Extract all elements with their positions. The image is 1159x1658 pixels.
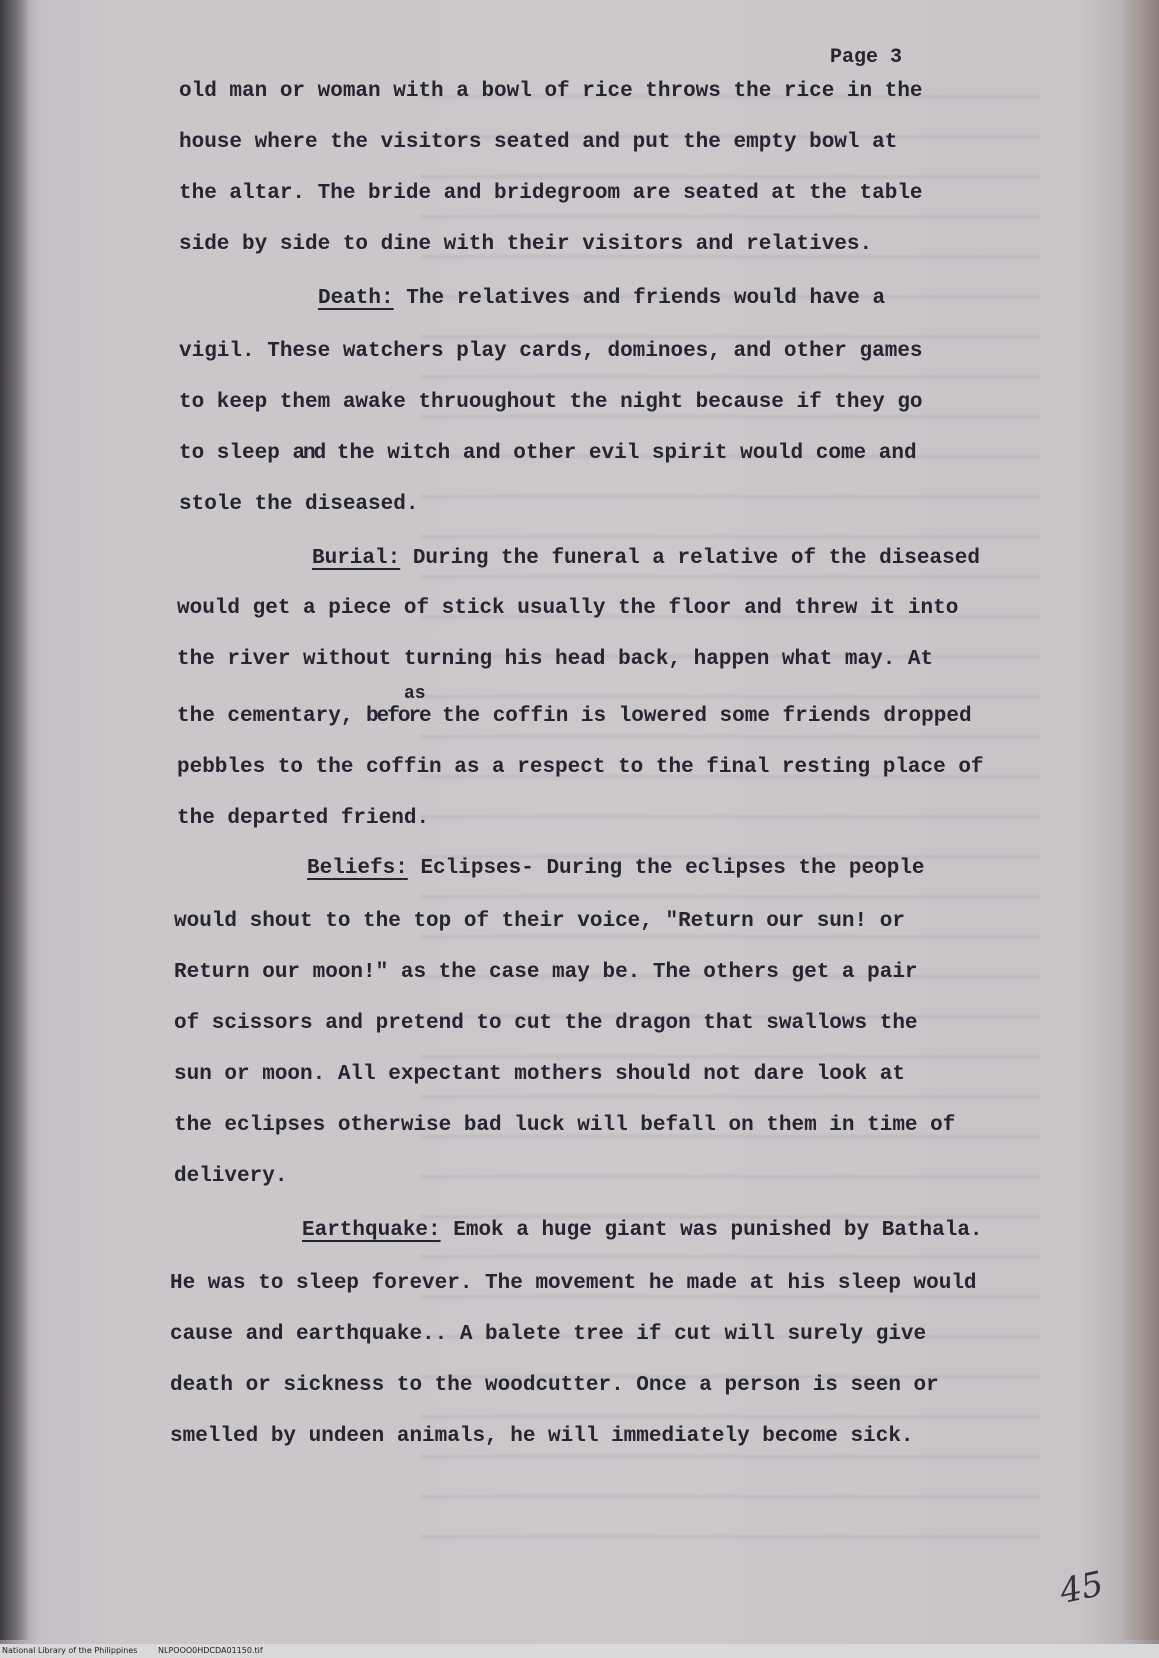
death-paragraph-start — [318, 287, 885, 310]
death-heading: Death: — [318, 287, 394, 310]
text-line: He was to sleep forever. The movement he made at his sleep would — [170, 1272, 977, 1295]
text-line: the altar. The bride and bridegroom are seated at the table — [179, 182, 923, 205]
text-line: house where the visitors seated and put the empty bowl at — [179, 131, 898, 154]
burial-paragraph-start — [312, 547, 980, 570]
scan-footer — [0, 1644, 1159, 1658]
struck-word: before — [366, 705, 430, 728]
beliefs-heading: Beliefs: — [307, 857, 408, 880]
text-line: stole the diseased. — [179, 493, 419, 516]
earthquake-paragraph-start — [302, 1219, 983, 1242]
cemetery-line — [177, 705, 972, 728]
text-line: Return our moon!" as the case may be. The others get a pair — [174, 961, 918, 984]
text-line: to keep them awake thruoughout the night because if they go — [179, 391, 923, 414]
page-number: Page 3 — [830, 46, 903, 69]
death-text: The relatives and friends would have a — [406, 287, 886, 310]
footer-library: National Library of the Philippines — [2, 1646, 138, 1655]
witch-line-before: to sleep — [179, 442, 280, 465]
text-line: delivery. — [174, 1165, 288, 1188]
text-line: sun or moon. All expectant mothers should not dare look at — [174, 1063, 905, 1086]
text-line: smelled by undeen animals, he will immediately become sick. — [170, 1425, 914, 1448]
inserted-word: as — [404, 684, 426, 704]
beliefs-text: Eclipses- During the eclipses the people — [420, 857, 925, 880]
earthquake-heading: Earthquake: — [302, 1219, 441, 1242]
witch-line — [179, 442, 917, 465]
cemetery-line-after: the coffin is lowered some friends dropped — [442, 705, 972, 728]
text-line: the river without turning his head back, happen what may. At — [177, 648, 934, 671]
earthquake-text: Emok a huge giant was punished by Bathala. — [453, 1219, 983, 1242]
text-line: side by side to dine with their visitors and relatives. — [179, 233, 873, 256]
struck-word: and — [292, 442, 325, 465]
handwritten-folio-number: 45 — [1056, 1563, 1107, 1613]
text-line: death or sickness to the woodcutter. Once a person is seen or — [170, 1374, 939, 1397]
burial-text: During the funeral a relative of the diseased — [412, 547, 980, 570]
text-line: pebbles to the coffin as a respect to the final resting place of — [177, 756, 984, 779]
footer-file-id: NLPOOO0HDCDA01150.tif — [158, 1646, 263, 1655]
text-line: the departed friend. — [177, 807, 430, 830]
witch-line-after: the witch and other evil spirit would come and — [336, 442, 917, 465]
text-line: would get a piece of stick usually the floor and threw it into — [177, 597, 959, 620]
text-line: of scissors and pretend to cut the dragon that swallows the — [174, 1012, 918, 1035]
text-line: would shout to the top of their voice, "Return our sun! or — [174, 910, 905, 933]
text-line: cause and earthquake.. A balete tree if cut will surely give — [170, 1323, 927, 1346]
text-line: vigil. These watchers play cards, dominoes, and other games — [179, 340, 923, 363]
burial-heading: Burial: — [312, 547, 401, 570]
text-line: old man or woman with a bowl of rice throws the rice in the — [179, 80, 923, 103]
beliefs-paragraph-start — [307, 857, 925, 880]
cemetery-line-before: the cementary, — [177, 705, 354, 728]
text-line: the eclipses otherwise bad luck will befall on them in time of — [174, 1114, 956, 1137]
